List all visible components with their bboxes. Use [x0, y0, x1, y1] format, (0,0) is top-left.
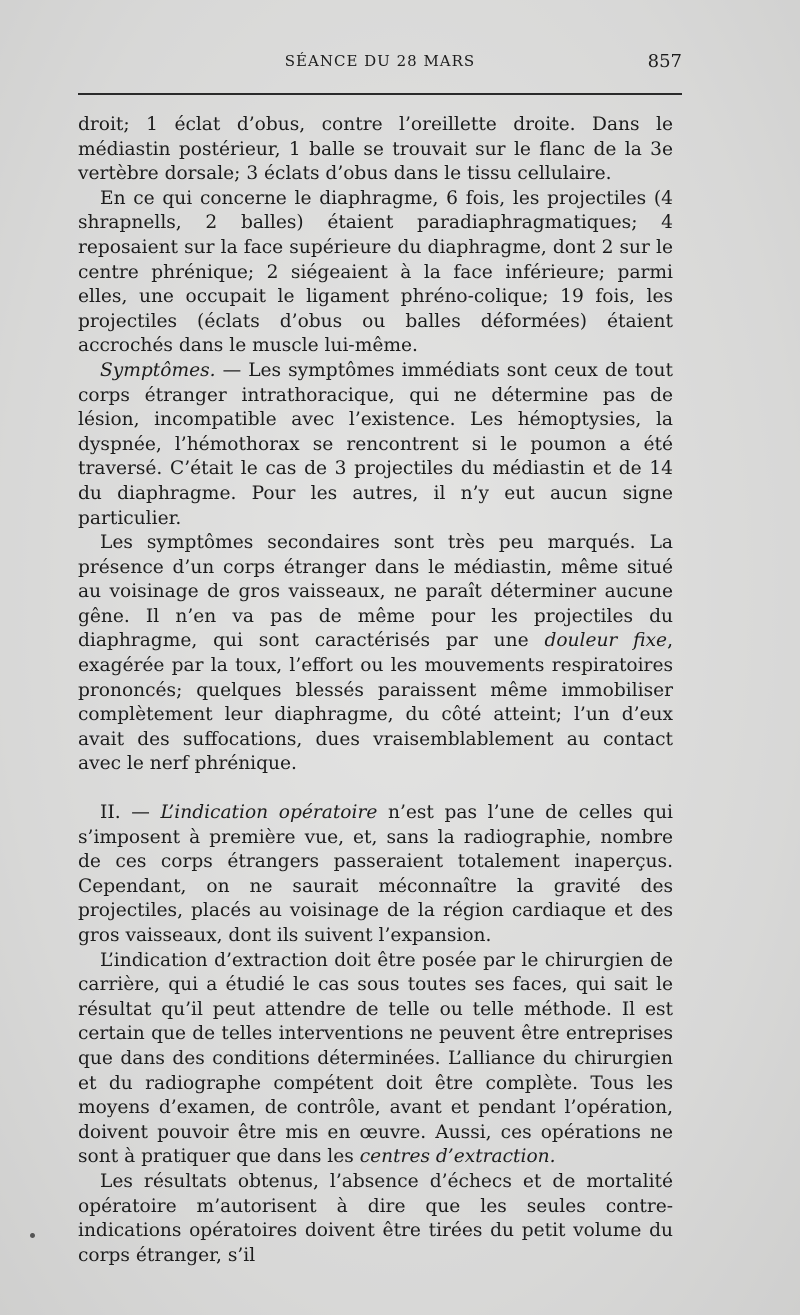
paragraph-5-emphasis: L’indication opératoire [160, 802, 378, 824]
paragraph-5 [78, 801, 673, 949]
paragraph-4-emphasis: douleur fixe [544, 630, 668, 652]
paragraph-5-text-b: n’est pas l’une de celles qui s’imposent à première vue, et, sans la radiographie, nombre de ces corps étrangers passeraient totalement inaperçus. Cependant, on ne saurait méconnaître la gravité des projectiles, placés au voisinage de la région cardiaque et des gros vaisseaux, dont ils suivent l’expansion. [78, 802, 673, 946]
page-number: 857 [647, 51, 682, 72]
paragraph-4-text-b: , exagérée par la toux, l’effort ou les mouvements respiratoires prononcés; quelques blessés paraissent même immobiliser complètement leur diaphragme, du côté atteint; l’un d’eux avait des suffocations, dues vraisemblablement au contact avec le nerf phrénique. [78, 630, 673, 775]
paragraph-3-text: — Les symptômes immédiats sont ceux de tout corps étranger intrathoracique, qui ne détermine pas de lésion, incompatible avec l’existence. Les hémoptysies, la dyspnée, l’hémothorax se rencontrent si le poumon a été traversé. C’était le cas de 3 projectiles du médiastin et de 14 du diaphragme. Pour les autres, il n’y eut aucun signe particulier. [78, 359, 673, 529]
paragraph-3-lead: Symptômes. [100, 359, 216, 381]
paragraph-2: En ce qui concerne le diaphragme, 6 fois, les projectiles (4 shrapnells, 2 balles) étaient paradiaphragmatiques; 4 reposaient sur la face supérieure du diaphragme, dont 2 sur le centre phrénique; 2 siégeaient à la face inférieure; parmi elles, une occupait le ligament phréno-colique; 19 fois, les projectiles (éclats d’obus ou balles déformées) étaient accrochés dans le muscle lui-même. [78, 187, 673, 357]
page-speck [30, 1233, 35, 1238]
paragraph-1: droit; 1 éclat d’obus, contre l’oreillette droite. Dans le médiastin postérieur, 1 balle se trouvait sur le flanc de la 3e vertèbre dorsale; 3 éclats d’obus dans le tissu cellulaire. [78, 114, 673, 185]
paragraph-6-emphasis: centres d’extraction. [359, 1146, 556, 1168]
paragraph-5-text-a: II. — [100, 802, 161, 824]
paragraph-4 [78, 531, 673, 777]
header-rule [78, 93, 682, 95]
paragraph-6 [78, 949, 673, 1170]
body-text [78, 113, 673, 1268]
running-head [78, 52, 682, 82]
paragraph-6-text-a: L’indication d’extraction doit être posée par le chirurgien de carrière, qui a étudié le cas sous toutes ses faces, qui sait le résultat qu’il peut attendre de telle ou telle méthode. Il est certain que de telles interventions ne peuvent être entreprises que dans des conditions déterminées. L’alliance du chirurgien et du radiographe compétent doit être complète. Tous les moyens d’examen, de contrôle, avant et pendant l’opération, doivent pouvoir être mis en œuvre. Aussi, ces opérations ne sont à pratiquer que dans les [78, 949, 673, 1168]
paragraph-7: Les résultats obtenus, l’absence d’échecs et de mortalité opératoire m’autorisent à dire que les seules contre-indications opératoires doivent être tirées du petit volume du corps étranger, s’il [78, 1170, 673, 1266]
paragraph-3 [78, 359, 673, 531]
running-title: SÉANCE DU 28 MARS [284, 52, 476, 70]
paragraph-4-text-a: Les symptômes secondaires sont très peu marqués. La présence d’un corps étranger dans le médiastin, même situé au voisinage de gros vaisseaux, ne paraît déterminer aucune gêne. Il n’en va pas de même pour les projectiles du diaphragme, qui sont caractérisés par une [78, 532, 673, 652]
